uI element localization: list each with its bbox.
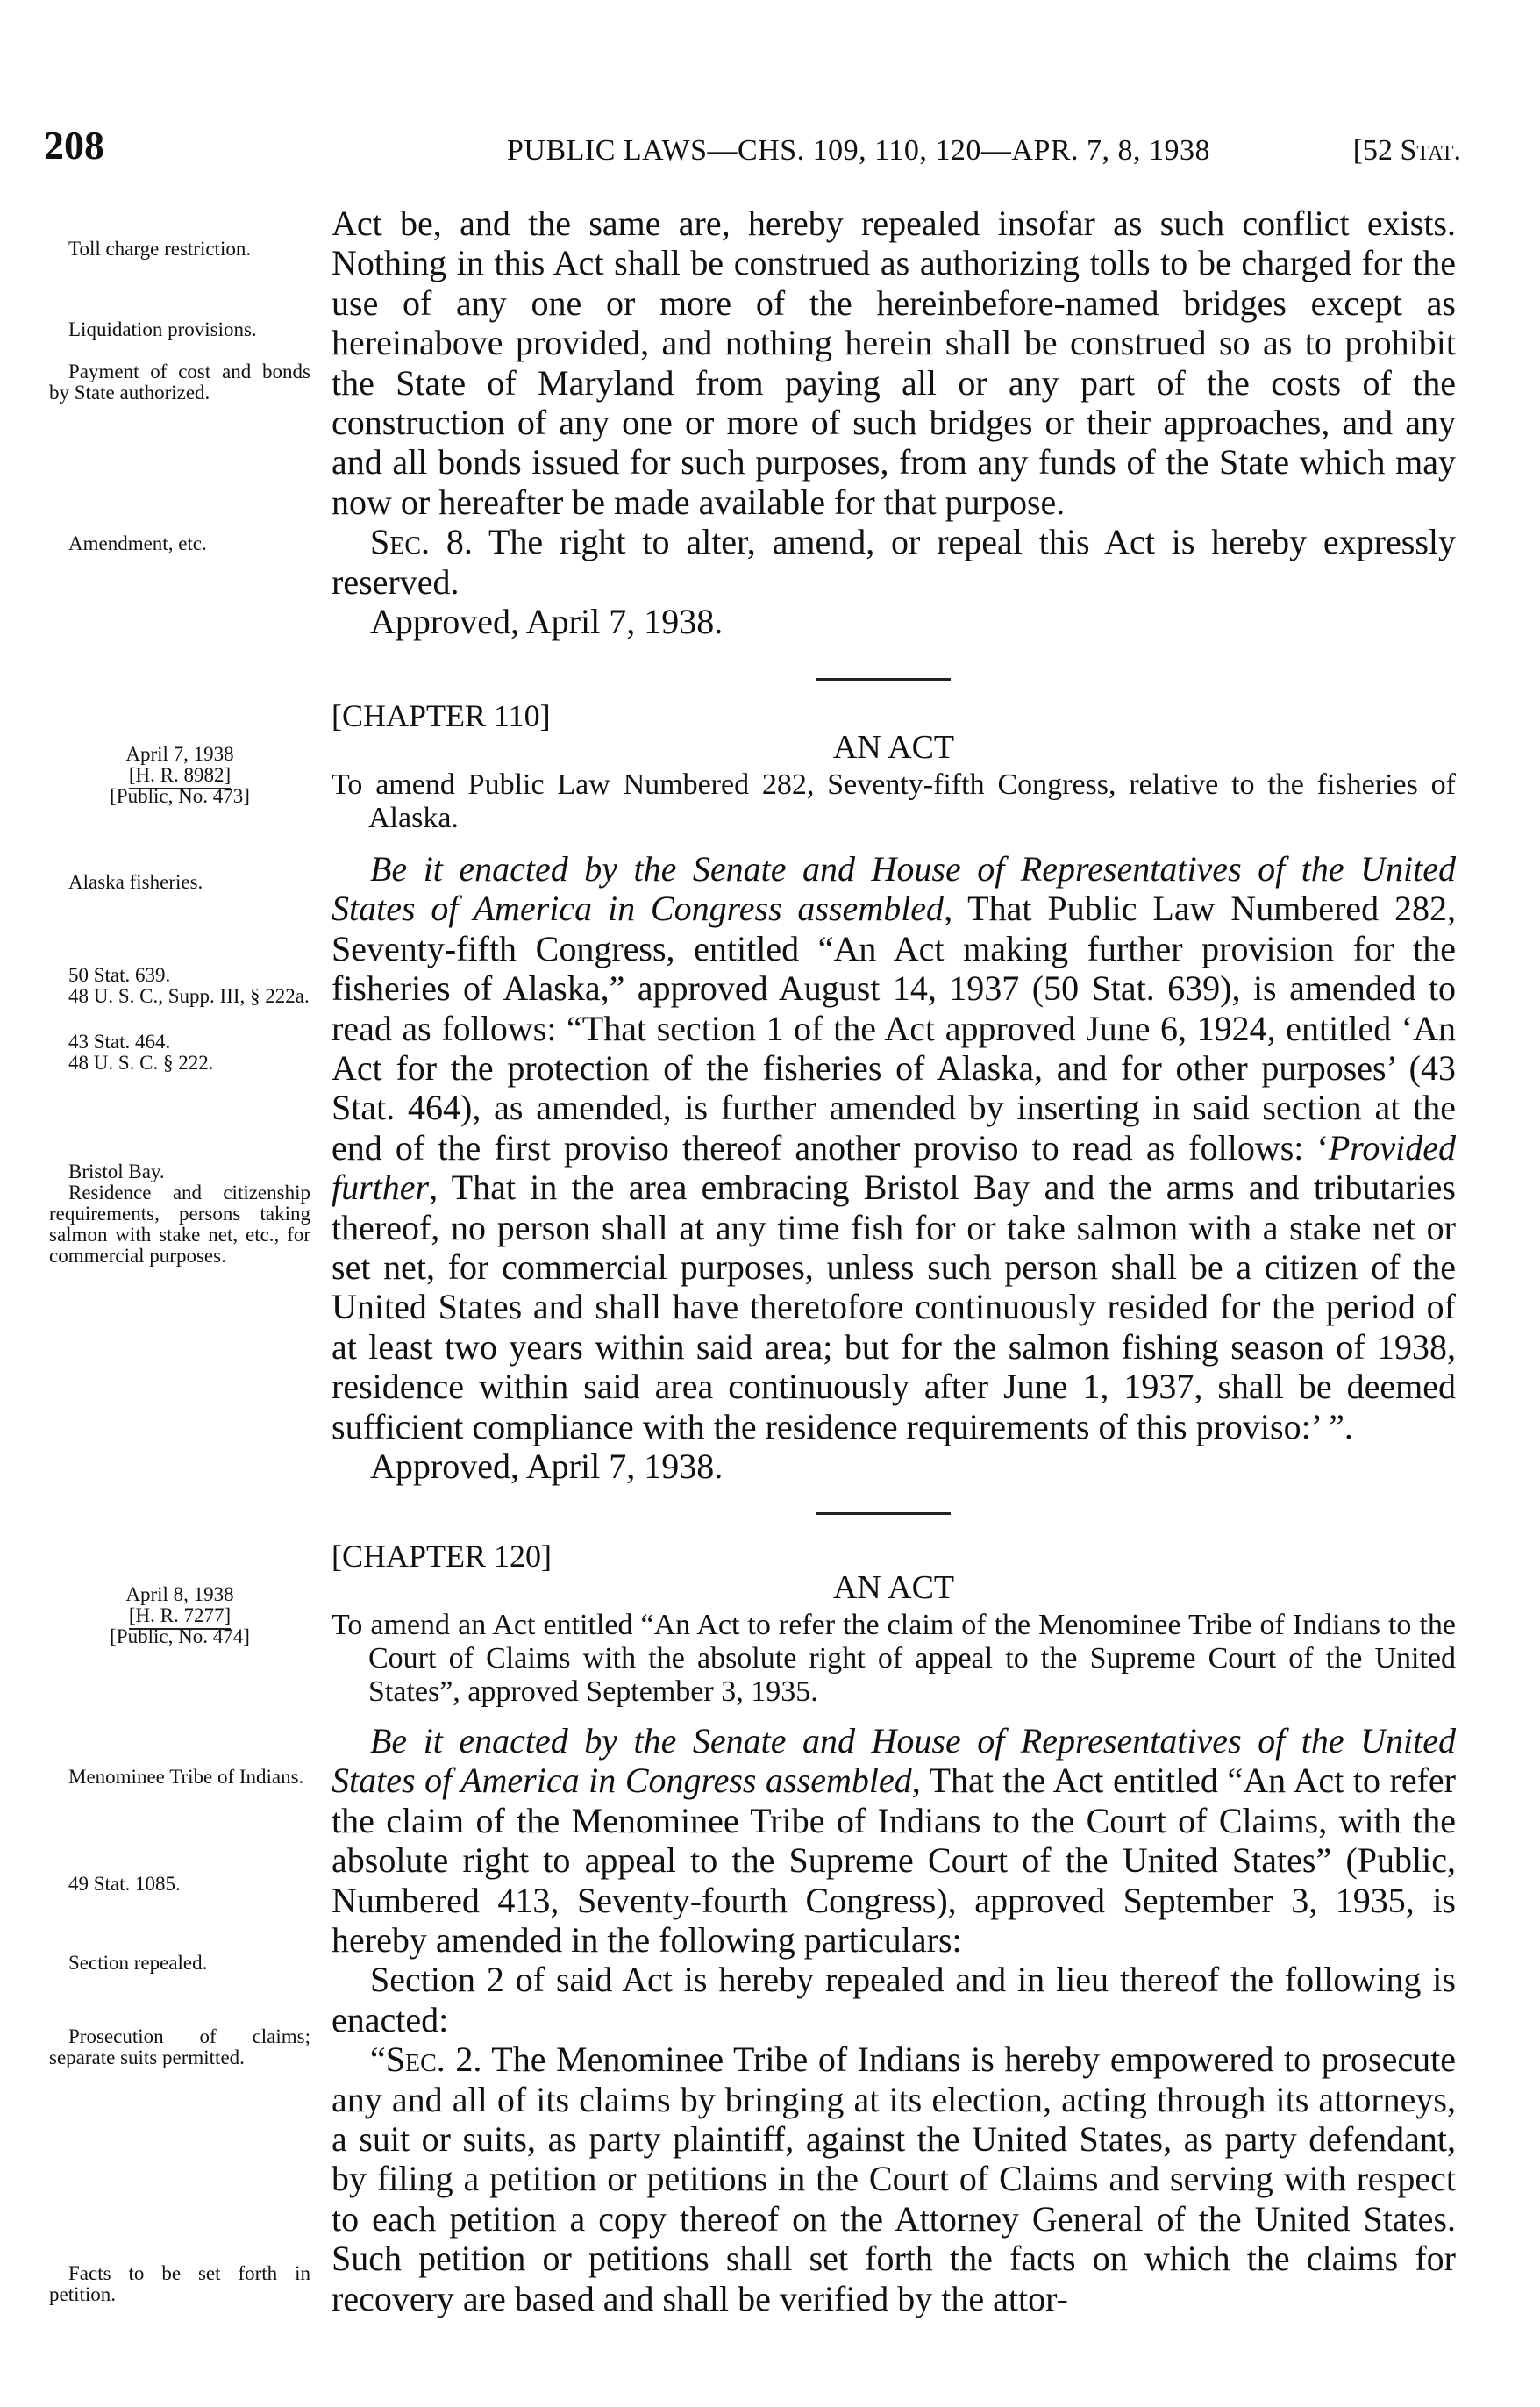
volume-stat: Stat. <box>1400 134 1461 167</box>
enacting-clause: Be it enacted by the Senate and House of Representatives of the United States of America in Congress assembled <box>332 1721 1456 1801</box>
chapter-109-text <box>332 204 1456 641</box>
note-text: Bristol Bay. <box>68 1161 165 1182</box>
ch120-bill-info <box>49 1584 310 1647</box>
sec2-text: 2. The Menominee Tribe of Indians is hereby empowered to prosecute any and all of its claims by bringing at its election, acting through its attorneys, a suit or suits, as party plaintiff, against the United States, as party defendant, by filing a petition or petitions in the Court of Claims and serving with respect to each petition a copy thereof on the Attorney General of the United States. Such petition or petitions shall set forth the facts on which the claims for recovery are based and shall be verified by the attor- <box>332 2039 1456 2318</box>
ch120-section-repeal: Section 2 of said Act is hereby repealed and in lieu thereof the following is enacted: <box>332 1960 1456 2039</box>
ch110-bill-info <box>49 744 310 807</box>
ch110-public: [Public, No. 473] <box>110 785 250 807</box>
running-head: PUBLIC LAWS—CHS. 109, 110, 120—APR. 7, 8, 1938 <box>507 134 1211 167</box>
ch120-section-2 <box>332 2039 1456 2318</box>
note-text: Residence and citizenship requirements, persons taking salmon with stake net, etc., for commercial purposes. <box>49 1182 310 1267</box>
margin-note-stat49 <box>49 1874 310 1895</box>
ch120-bill: [H. R. 7277] <box>129 1604 231 1630</box>
ch110-body-text-1: , That Public Law Numbered 282, Seventy-fifth Congress, entitled “An Act making further provision for the fisheries of Alaska,” approved August 14, 1937 (50 Stat. 639), is amended to read as follows: “That section 1 of the Act approved June 6, 1924, entitled ‘An Act for the protection of the fisheries of Alaska, and for other purposes’ (43 Stat. 464), as amended, is further amended by inserting in said section at the end of the first proviso thereof another proviso to read as follows: ‘ <box>332 889 1456 1168</box>
note-text: Alaska fisheries. <box>68 871 203 893</box>
note-text: Prosecution of claims; separate suits permitted. <box>49 2025 310 2068</box>
note-text: 48 U. S. C., Supp. III, § 222a. <box>68 985 310 1007</box>
ch109-section-8 <box>332 522 1456 602</box>
ch109-paragraph: Act be, and the same are, hereby repealed insofar as such conflict exists. Nothing in this Act shall be construed as authorizing tolls to be charged for the use of any one or more of the hereinbefore-named bridges except as hereinabove provided, and nothing herein shall be construed so as to prohibit the State of Maryland from paying all or any part of the costs of the construction of any one or more of such bridges or their approaches, and any and all bonds issued for such purposes, from any funds of the State which may now or hereafter be made available for that purpose. <box>332 204 1456 522</box>
ch120-body <box>332 1721 1456 1960</box>
ch110-bill-wrap <box>49 765 310 786</box>
note-text: 49 Stat. 1085. <box>68 1873 181 1895</box>
sec-label: Sec. <box>370 522 431 562</box>
note-text: Facts to be set forth in petition. <box>49 2262 310 2305</box>
margin-note-stat50 <box>49 965 310 1007</box>
margin-note-amendment <box>49 533 310 554</box>
ch110-approved: Approved, April 7, 1938. <box>370 1446 724 1487</box>
ch120-title: To amend an Act entitled “An Act to refer the claim of the Menominee Tribe of Indians to the Court of Claims with the absolute right of appeal to the Supreme Court of the United States”, approved September 3, 1935. <box>332 1609 1456 1708</box>
chapter-120 <box>332 1537 1456 2318</box>
note-text: 48 U. S. C. § 222. <box>68 1052 214 1074</box>
ch110-title: To amend Public Law Numbered 282, Seventy-fifth Congress, relative to the fisheries of Alaska. <box>332 768 1456 834</box>
ch110-bill: [H. R. 8982] <box>129 764 231 789</box>
note-text: Amendment, etc. <box>68 532 207 554</box>
margin-note-liquidation <box>49 319 310 340</box>
note-text: Menominee Tribe of Indians. <box>68 1766 304 1788</box>
margin-note-alaska <box>49 872 310 893</box>
note-text: Toll charge restriction. <box>68 238 252 260</box>
volume-reference <box>1353 133 1461 168</box>
margin-note-stat43 <box>49 1032 310 1074</box>
divider-rule <box>816 1512 951 1515</box>
sec8-text: 8. The right to alter, amend, or repeal this Act is hereby expressly reserved. <box>332 522 1456 602</box>
ch109-approved: Approved, April 7, 1938. <box>370 602 724 642</box>
ch110-chapter-label: [CHAPTER 110] <box>332 698 551 733</box>
enacting-clause: Be it enacted by the Senate and House of Representatives of the United States of America in Congress assembled <box>332 849 1456 929</box>
margin-note-menominee <box>49 1767 310 1788</box>
margin-note-prosecution <box>49 2026 310 2068</box>
ch110-an-act: AN ACT <box>832 729 955 766</box>
margin-note-section-repealed <box>49 1953 310 1974</box>
ch120-body-text-1: , That the Act entitled “An Act to refer the claim of the Menominee Tribe of Indians to the Court of Claims, with the absolute right to appeal to the Supreme Court of the United States” (Public, Numbered 413, Seventy-fourth Congress), approved September 3, 1935, is hereby amended in the following particulars: <box>332 1761 1456 1961</box>
margin-note-bristol <box>49 1161 310 1267</box>
note-text: Payment of cost and bonds by State authorized. <box>49 361 310 404</box>
ch110-body-text-2: , That in the area embracing Bristol Bay and the arms and tributaries thereof, no person shall at any time fish for or take salmon with a stake net or set net, for commercial purposes, unless such person shall be a citizen of the United States and shall have theretofore continuously resided for the period of at least two years within said area; but for the salmon fishing season of 1938, residence within said area continuously after June 1, 1937, shall be deemed sufficient compliance with the residence requirements of this proviso:’ ”. <box>332 1168 1456 1446</box>
divider-rule <box>816 678 951 681</box>
page-number: 208 <box>44 123 104 168</box>
volume-prefix: [52 <box>1352 134 1401 167</box>
note-text: 50 Stat. 639. <box>68 964 171 986</box>
ch110-date: April 7, 1938 <box>125 743 234 765</box>
sec-label: Sec. <box>385 2039 446 2080</box>
margin-note-facts <box>49 2263 310 2305</box>
margin-note-payment <box>49 361 310 404</box>
margin-note-toll <box>49 239 310 260</box>
note-text: Liquidation provisions. <box>68 318 257 340</box>
proviso-label: Provided further <box>332 1127 1456 1208</box>
ch120-date: April 8, 1938 <box>125 1583 234 1605</box>
note-text: 43 Stat. 464. <box>68 1031 171 1053</box>
ch120-an-act: AN ACT <box>832 1569 955 1606</box>
open-quote: “ <box>370 2039 386 2080</box>
note-text: Section repealed. <box>68 1952 208 1974</box>
ch120-public: [Public, No. 474] <box>110 1625 250 1647</box>
chapter-110 <box>332 696 1456 1487</box>
ch110-body <box>332 849 1456 1446</box>
ch120-chapter-label: [CHAPTER 120] <box>332 1539 552 1574</box>
ch120-bill-wrap <box>49 1605 310 1626</box>
